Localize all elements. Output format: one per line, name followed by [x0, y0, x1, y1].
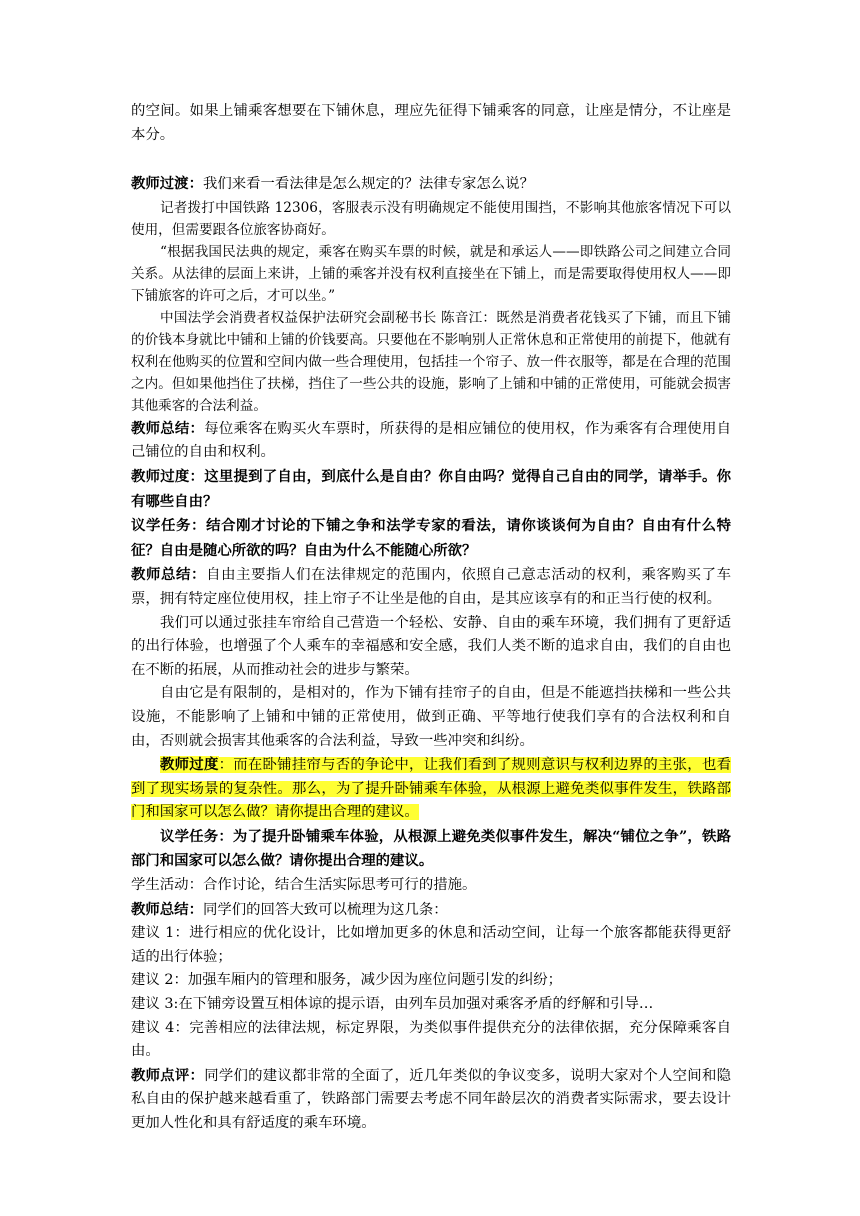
- bold-text: 议学任务：为了提升卧铺乘车体验，从根源上避免类似事件发生，解决“铺位之争”，铁路部门和国家可以怎么做？请你提出合理的建议。: [131, 827, 731, 870]
- paragraph: [131, 563, 731, 611]
- body-text: ：而在卧铺挂帘与否的争论中，让我们看到了规则意识与权利边界的主张，也看到了现实场景的复杂性。那么，为了提升卧铺乘车体验，从根源上避免类似事件发生，铁路部门和国家可以怎么做？请你提出合理的建议。: [131, 757, 731, 821]
- body-text: 建议 4：完善相应的法律法规，标定界限，为类似事件提供充分的法律依据，充分保障乘客自由。: [131, 1019, 731, 1060]
- paragraph: [131, 922, 731, 969]
- bold-text: 教师过渡：: [131, 175, 203, 193]
- body-text: 同学们的回答大致可以梳理为这几条：: [202, 901, 448, 918]
- paragraph: [131, 307, 731, 417]
- paragraph: [131, 197, 731, 241]
- body-text: 建议 1：进行相应的优化设计，比如增加更多的休息和活动空间，让每一个旅客都能获得更舒适的出行体验；: [131, 925, 731, 965]
- paragraph: [131, 612, 731, 683]
- paragraph: [131, 100, 731, 147]
- body-text: 自由它是有限制的，是相对的，作为下铺有挂帘子的自由，但是不能遮挡扶梯和一些公共设施，不能影响了上铺和中铺的正常使用，做到正确、平等地行使我们享有的合法权利和自由，否则就会损害其他乘客的合法利益，导致一些冲突和纠纷。: [131, 685, 731, 749]
- paragraph: [131, 514, 731, 563]
- paragraph: [131, 465, 731, 514]
- body-text: 建议 2：加强车厢内的管理和服务，减少因为座位问题引发的纠纷；: [131, 972, 563, 989]
- bold-text: 教师过度: [160, 756, 219, 774]
- paragraph: [131, 417, 731, 465]
- bold-text: 教师点评：: [131, 1066, 205, 1084]
- paragraph: [131, 969, 731, 993]
- body-text: 自由主要指人们在法律规定的范围内，依照自己意志活动的权利，乘客购买了车票，拥有特定座位使用权，挂上帘子不让坐是他的自由，是其应该享有的和正当行使的权利。: [131, 567, 731, 607]
- body-text: 我们可以通过张挂车帘给自己营造一个轻松、安静、自由的乘车环境，我们拥有了更舒适的出行体验，也增强了个人乘车的幸福感和安全感，我们人类不断的追求自由，我们的自由也在不断的拓展，从而推动社会的进步与繁荣。: [131, 614, 731, 678]
- body-text: 建议 3:在下铺旁设置互相体谅的提示语，由列车员加强对乘客矛盾的纾解和引导…: [131, 996, 654, 1013]
- bold-text: 议学任务：结合刚才讨论的下铺之争和法学专家的看法，请你谈谈何为自由？自由有什么特征？自由是随心所欲的吗？自由为什么不能随心所欲？: [131, 517, 731, 559]
- paragraph: [131, 898, 731, 923]
- paragraph: [131, 682, 731, 753]
- paragraph: [131, 825, 731, 874]
- bold-text: 教师总结：: [131, 900, 203, 918]
- body-text: 学生活动：合作讨论，结合生活实际思考可行的措施。: [131, 877, 477, 894]
- body-text: 的空间。如果上铺乘客想要在下铺休息，理应先征得下铺乘客的同意，让座是情分，不让座是本分。: [131, 103, 731, 143]
- body-text: 每位乘客在购买火车票时，所获得的是相应铺位的使用权，作为乘客有合理使用自己铺位的自由和权利。: [131, 420, 731, 461]
- paragraph-spacer: [131, 147, 731, 172]
- paragraph: [131, 241, 731, 307]
- paragraph: [131, 993, 731, 1017]
- body-text: 同学们的建议都非常的全面了，近几年类似的争议变多，说明大家对个人空间和隐私自由的保护越来越看重了，铁路部门需要去考虑不同年龄层次的消费者实际需求，要去设计更加人性化和具有舒适度的乘车环境。: [131, 1067, 731, 1131]
- body-text: 中国法学会消费者权益保护法研究会副秘书长 陈音江：既然是消费者花钱买了下铺，而且下铺的价钱本身就比中铺和上铺的价钱要高。只要他在不影响别人正常休息和正常使用的前提下，他就有权利在他购买的位置和空间内做一些合理使用，包括挂一个帘子、放一件衣服等，都是在合理的范围之内。但如果他挡住了扶梯，挡住了一些公共的设施，影响了上铺和中铺的正常使用，可能就会损害其他乘客的合法利益。: [131, 309, 731, 414]
- paragraph: [131, 1017, 731, 1064]
- body-text: 记者拨打中国铁路 12306，客服表示没有明确规定不能使用围挡，不影响其他旅客情况下可以使用，但需要跟各位旅客协商好。: [131, 199, 731, 238]
- document-page: [131, 100, 731, 1136]
- body-text: 我们来看一看法律是怎么规定的？法律专家怎么说？: [202, 176, 534, 193]
- paragraph: [131, 874, 731, 898]
- paragraph: [131, 1064, 731, 1136]
- bold-text: 教师过度：这里提到了自由，到底什么是自由？你自由吗？觉得自己自由的同学，请举手。你有哪些自由？: [131, 467, 731, 510]
- paragraph: [131, 172, 731, 197]
- body-text: “根据我国民法典的规定，乘客在购买车票的时候，就是和承运人——即铁路公司之间建立合同关系。从法律的层面上来讲，上铺的乘客并没有权利直接坐在下铺上，而是需要取得使用权人——即下铺旅客的许可之后，才可以坐。”: [131, 243, 731, 304]
- paragraph: [131, 753, 731, 825]
- bold-text: 教师总结：: [131, 419, 205, 437]
- bold-text: 教师总结：: [131, 566, 207, 584]
